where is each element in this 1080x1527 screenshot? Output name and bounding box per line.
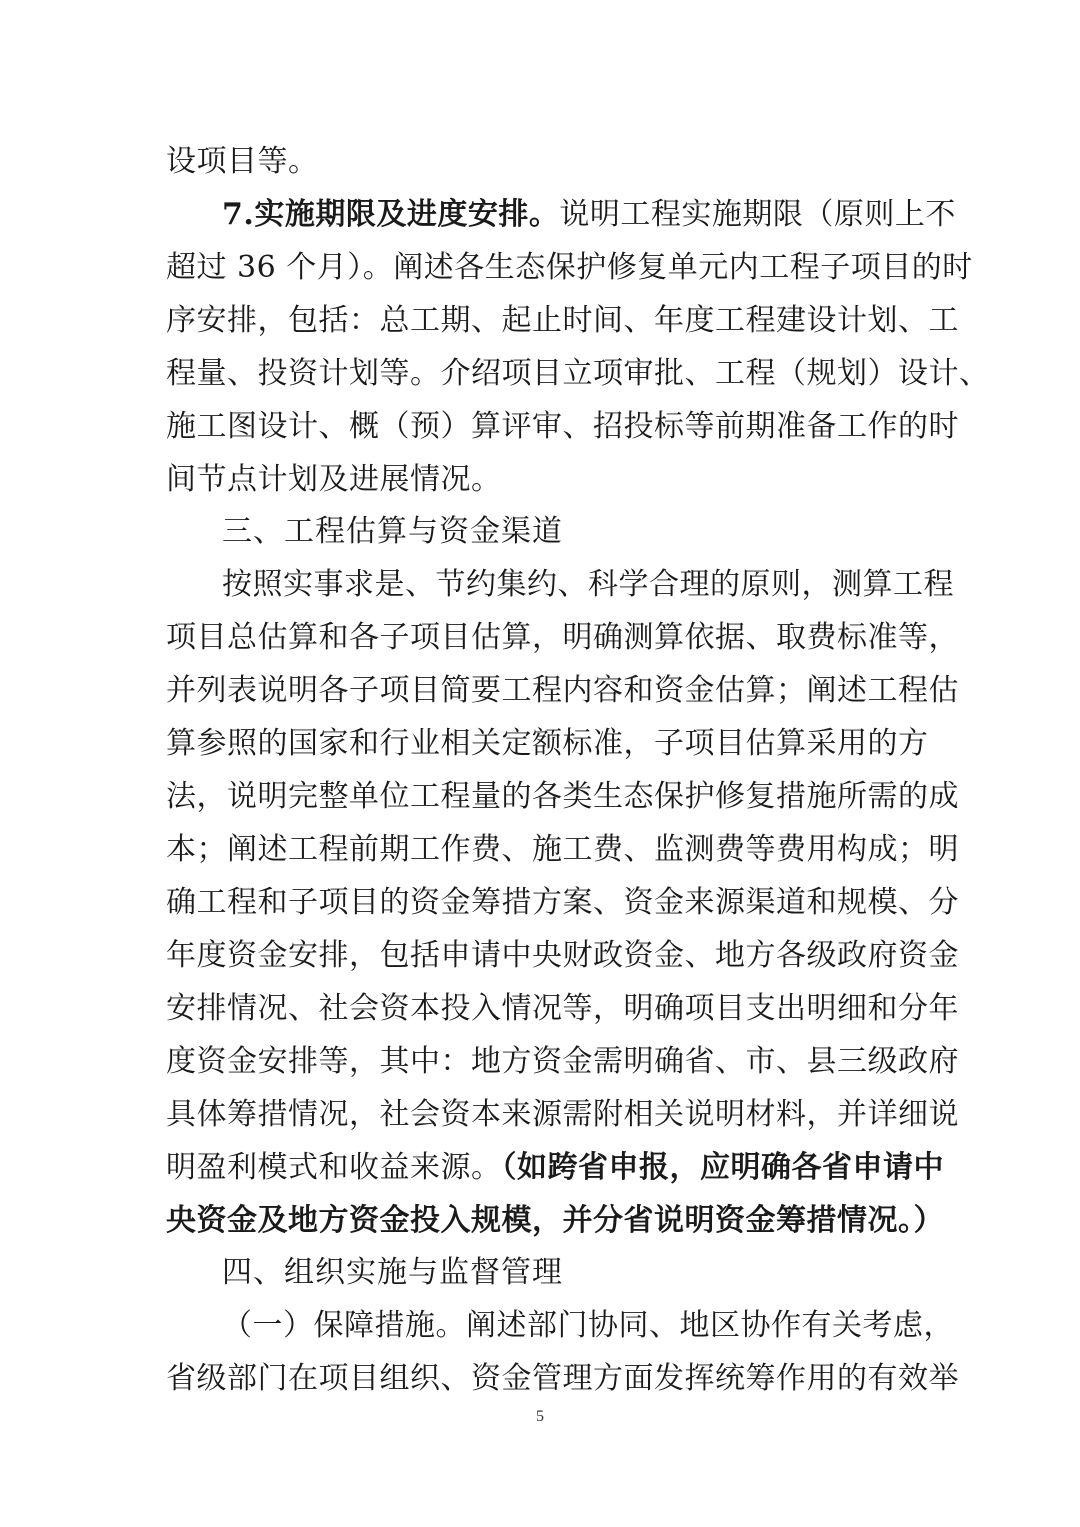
bold-note-text: （如跨省申报，应明确各省申请中 — [501, 1150, 944, 1185]
section-7-heading-line — [222, 193, 956, 237]
body-line: 省级部门在项目组织、资金管理方面发挥统筹作用的有效举 — [166, 1361, 959, 1396]
body-line: 间节点计划及进展情况。 — [166, 462, 502, 497]
body-line: 法，说明完整单位工程量的各类生态保护修复措施所需的成 — [166, 779, 959, 814]
body-line: 超过 36 个月）。阐述各生态保护修复单元内工程子项目的时 — [166, 250, 973, 285]
body-line: 度资金安排等，其中：地方资金需明确省、市、县三级政府 — [166, 1044, 959, 1079]
section-3-heading: 三、工程估算与资金渠道 — [222, 514, 563, 549]
body-line: 安排情况、社会资本投入情况等，明确项目支出明细和分年 — [166, 991, 959, 1026]
body-line: 本；阐述工程前期工作费、施工费、监测费等费用构成；明 — [166, 832, 959, 867]
subsection-1-line: （一）保障措施。阐述部门协同、地区协作有关考虑， — [222, 1308, 954, 1343]
mixed-body-line — [166, 1146, 944, 1190]
body-line: 并列表说明各子项目简要工程内容和资金估算；阐述工程估 — [166, 673, 959, 708]
section-7-text: 说明工程实施期限（原则上不 — [559, 197, 956, 232]
body-line: 施工图设计、概（预）算评审、招投标等前期准备工作的时 — [166, 409, 959, 444]
page-number: 5 — [536, 1408, 544, 1425]
body-line: 按照实事求是、节约集约、科学合理的原则，测算工程 — [222, 567, 954, 602]
body-line: 具体筹措情况，社会资本来源需附相关说明材料，并详细说 — [166, 1097, 959, 1132]
bold-note-line: 央资金及地方资金投入规模，并分省说明资金筹措情况。） — [166, 1203, 944, 1238]
body-line: 确工程和子项目的资金筹措方案、资金来源渠道和规模、分 — [166, 885, 959, 920]
body-line: 年度资金安排，包括申请中央财政资金、地方各级政府资金 — [166, 938, 959, 973]
body-line: 程量、投资计划等。介绍项目立项审批、工程（规划）设计、 — [166, 356, 990, 391]
body-line: 序安排，包括：总工期、起止时间、年度工程建设计划、工 — [166, 303, 959, 338]
body-text: 明盈利模式和收益来源。 — [166, 1150, 502, 1185]
section-4-heading: 四、组织实施与监督管理 — [222, 1255, 563, 1290]
body-line: 算参照的国家和行业相关定额标准，子项目估算采用的方 — [166, 726, 929, 761]
body-line: 设项目等。 — [166, 144, 319, 179]
body-line: 项目总估算和各子项目估算，明确测算依据、取费标准等， — [166, 620, 959, 655]
section-7-title: 7.实施期限及进度安排。 — [222, 197, 560, 232]
